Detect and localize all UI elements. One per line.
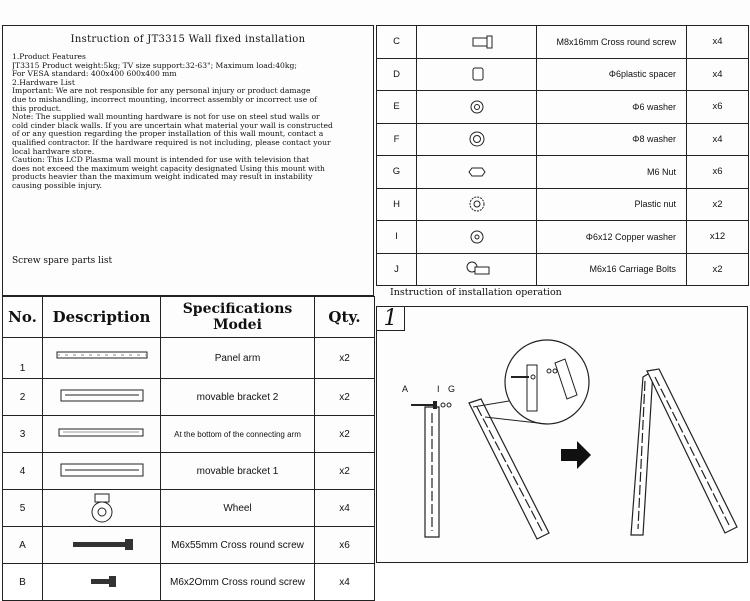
row-qty: x4: [687, 58, 749, 91]
connecting-arm-icon: [43, 416, 161, 453]
row-desc: M6x16 Carriage Bolts: [537, 253, 687, 286]
intro-line: does not exceed the maximum weight capacity designated Using this mount with: [12, 164, 325, 173]
screw-list-label: Screw spare parts list: [12, 256, 113, 266]
row-desc: Φ8 washer: [537, 123, 687, 156]
row-spec: M6x2Omm Cross round screw: [161, 564, 315, 601]
row-no: F: [377, 123, 417, 156]
row-spec: movable bracket 2: [161, 379, 315, 416]
row-spec: Panel arm: [161, 338, 315, 379]
table-row: [3, 338, 375, 379]
long-screw-icon: [43, 527, 161, 564]
short-screw-icon: [43, 564, 161, 601]
intro-line: of or any question regarding the proper installation of this wall mount, contact a: [12, 130, 324, 139]
row-qty: x2: [687, 253, 749, 286]
row-qty: x4: [315, 490, 375, 527]
row-qty: x4: [315, 564, 375, 601]
row-no: 2: [3, 379, 43, 416]
row-qty: x4: [687, 26, 749, 59]
row-no: B: [3, 564, 43, 601]
header-description: Description: [43, 297, 161, 338]
nut-icon: [417, 156, 537, 189]
row-desc: M6 Nut: [537, 156, 687, 189]
row-no: 4: [3, 453, 43, 490]
table-row: [3, 453, 375, 490]
header-spec: Specifications Modei: [161, 297, 315, 338]
row-spec: M6x55mm Cross round screw: [161, 527, 315, 564]
row-no: 3: [3, 416, 43, 453]
intro-line: qualified contractor. If the hardware required is not including, please contact your: [12, 138, 331, 147]
intro-line: Note: The supplied wall mounting hardware is not for use on steel stud walls or: [12, 113, 320, 122]
step-number: 1: [377, 307, 405, 331]
row-no: I: [377, 221, 417, 254]
row-no: A: [3, 527, 43, 564]
intro-line: 1.Product Features: [12, 53, 86, 61]
row-qty: x2: [315, 379, 375, 416]
table-row: [3, 490, 375, 527]
row-no: 5: [3, 490, 43, 527]
row-desc: M8x16mm Cross round screw: [537, 26, 687, 59]
intro-line: due to mishandling, incorrect mounting, incorrect assembly or incorrect use of: [12, 95, 317, 104]
intro-line: local hardware store.: [12, 147, 95, 156]
intro-line: causing possible injury.: [12, 181, 102, 190]
table-row: [377, 58, 749, 91]
table-header-row: [3, 297, 375, 338]
header-qty: Qty.: [315, 297, 375, 338]
intro-line: 2.Hardware List: [12, 78, 75, 87]
panel-arm-icon: [43, 338, 161, 379]
table-row: [3, 416, 375, 453]
row-no: G: [377, 156, 417, 189]
table-row: [377, 221, 749, 254]
table-row: [377, 156, 749, 189]
intro-text: [12, 53, 362, 191]
intro-line: this product.: [12, 104, 62, 113]
hardware-table: [376, 25, 749, 286]
row-qty: x6: [687, 156, 749, 189]
installation-illustration: [377, 307, 747, 562]
table-row: [377, 123, 749, 156]
row-desc: Plastic nut: [537, 188, 687, 221]
table-row: [3, 379, 375, 416]
row-no: D: [377, 58, 417, 91]
intro-line: For VESA standard: 400x400 600x400 mm: [12, 70, 177, 79]
intro-line: products heavier than the maximum weight indicated may result in instability: [12, 173, 313, 182]
intro-title: Instruction of JT3315 Wall fixed installation: [70, 34, 306, 45]
row-spec: movable bracket 1: [161, 453, 315, 490]
intro-line: JT3315 Product weight:5kg; TV size support:32-63"; Maximum load:40kg;: [12, 61, 297, 70]
row-no: E: [377, 91, 417, 124]
row-no: 1: [3, 338, 43, 379]
installation-diagram: [376, 306, 748, 563]
row-desc: Φ6 washer: [537, 91, 687, 124]
table-row: [377, 188, 749, 221]
row-desc: Φ6x12 Copper washer: [537, 221, 687, 254]
intro-line: cold cinder black walls. If you are uncertain what material your wall is constructed: [12, 121, 333, 130]
movable-bracket-2-icon: [43, 379, 161, 416]
copper-washer-icon: [417, 221, 537, 254]
intro-line: Caution: This LCD Plasma wall mount is intended for use with television that: [12, 156, 310, 165]
right-column: [376, 25, 748, 563]
washer-6-icon: [417, 91, 537, 124]
table-row: [377, 26, 749, 59]
row-no: C: [377, 26, 417, 59]
row-desc: Φ6plastic spacer: [537, 58, 687, 91]
row-no: H: [377, 188, 417, 221]
intro-line: Important: We are not responsible for any personal injury or product damage: [12, 87, 311, 96]
row-qty: x12: [687, 221, 749, 254]
row-qty: x2: [315, 338, 375, 379]
row-spec: Wheel: [161, 490, 315, 527]
plastic-nut-icon: [417, 188, 537, 221]
row-no: J: [377, 253, 417, 286]
table-row: [377, 91, 749, 124]
wheel-icon: [43, 490, 161, 527]
part-label-g: G: [448, 384, 456, 394]
row-qty: x2: [315, 416, 375, 453]
row-qty: x6: [315, 527, 375, 564]
header-no: No.: [3, 297, 43, 338]
table-row: [3, 527, 375, 564]
part-label-a: A: [402, 384, 409, 394]
screw-parts-table: [2, 296, 375, 601]
row-qty: x4: [687, 123, 749, 156]
table-row: [3, 564, 375, 601]
row-qty: x6: [687, 91, 749, 124]
row-spec: At the bottom of the connecting arm: [161, 416, 315, 453]
row-qty: x2: [315, 453, 375, 490]
cross-screw-icon: [417, 26, 537, 59]
washer-8-icon: [417, 123, 537, 156]
left-column: [2, 25, 374, 588]
installation-label: Instruction of installation operation: [390, 287, 562, 298]
spacer-icon: [417, 58, 537, 91]
part-label-i: I: [437, 384, 440, 394]
row-qty: x2: [687, 188, 749, 221]
movable-bracket-1-icon: [43, 453, 161, 490]
